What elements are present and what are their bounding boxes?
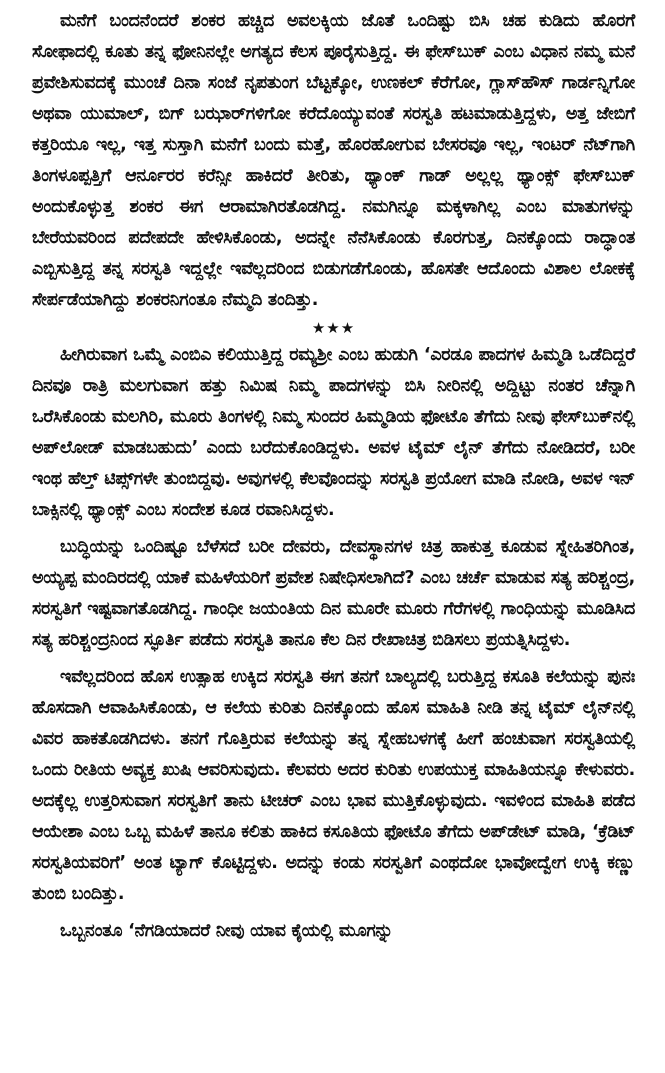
paragraph-5: ಒಬ್ಬನಂತೂ ‘ನೆಗಡಿಯಾದರೆ ನೀವು ಯಾವ ಕೈಯಲ್ಲಿ ಮೂಗನ್ನು: [60, 921, 393, 941]
paragraph-4: ಇವೆಲ್ಲದರಿಂದ ಹೊಸ ಉತ್ಸಾಹ ಉಕ್ಕಿದ ಸರಸ್ವತಿ ಈಗ ತನಗೆ ಬಾಲ್ಯದಲ್ಲಿ ಬರುತ್ತಿದ್ದ ಕಸೂತಿ ಕಲೆಯನ್ನು ಪುನಃ ಹೊಸದಾಗಿ ಆವಾಹಿಸಿಕೊಂಡು, ಆ ಕಲೆಯ ಕುರಿತು ದಿನಕ್ಕೊಂದು ಹೊಸ ಮಾಹಿತಿ ನೀಡಿ ತನ್ನ ಟೈಮ್ ಲೈನ್‌ನಲ್ಲಿ ವಿವರ ಹಾಕತೊಡಗಿದಳು. ತನಗೆ ಗೊತ್ತಿರುವ ಕಲೆಯನ್ನು ತನ್ನ ಸ್ನೇಹಬಳಗಕ್ಕೆ ಹೀಗೆ ಹಂಚುವಾಗ ಸರಸ್ವತಿಯಲ್ಲಿ ಒಂದು ರೀತಿಯ ಅವ್ಯಕ್ತ ಖುಷಿ ಆವರಿಸುವುದು. ಕೆಲವರು ಅದರ ಕುರಿತು ಉಪಯುಕ್ತ ಮಾಹಿತಿಯನ್ನೂ ಕೇಳುವರು. ಅದಕ್ಕೆಲ್ಲ ಉತ್ತರಿಸುವಾಗ ಸರಸ್ವತಿಗೆ ತಾನು ಟೀಚರ್ ಎಂಬ ಭಾವ ಮುತ್ತಿಕೊಳ್ಳುವುದು. ಇವಳಿಂದ ಮಾಹಿತಿ ಪಡೆದ ಆಯೇಶಾ ಎಂಬ ಒಬ್ಬ ಮಹಿಳೆ ತಾನೂ ಕಲಿತು ಹಾಕಿದ ಕಸೂತಿಯ ಫೋಟೊ ತೆಗೆದು ಅಪ್‌ಡೇಟ್ ಮಾಡಿ, ‘ಕ್ರೆಡಿಟ್ ಸರಸ್ವತಿಯವರಿಗೆ’ ಅಂತ ಟ್ಯಾಗ್ ಕೊಟ್ಟಿದ್ದಳು. ಅದನ್ನು ಕಂಡು ಸರಸ್ವತಿಗೆ ಎಂಥದೋ ಭಾವೋದ್ವೇಗ ಉಕ್ಕಿ ಕಣ್ಣು ತುಂಬಿ ಬಂದಿತ್ತು.: [32, 667, 635, 904]
section-separator: ★★★: [311, 319, 356, 337]
paragraph-1: ಮನೆಗೆ ಬಂದನೆಂದರೆ ಶಂಕರ ಹಚ್ಚಿದ ಅವಲಕ್ಕಿಯ ಜೊತೆ ಒಂದಿಷ್ಟು ಬಿಸಿ ಚಹ ಕುಡಿದು ಹೊರಗೆ ಸೋಫಾದಲ್ಲಿ ಕೂತು ತನ್ನ ಫೋನಿನಲ್ಲೇ ಅಗತ್ಯದ ಕೆಲಸ ಪೂರೈಸುತ್ತಿದ್ದ. ಈ ಫೇಸ್‌ಬುಕ್ ಎಂಬ ವಿಧಾನ ನಮ್ಮ ಮನೆ ಪ್ರವೇಶಿಸುವದಕ್ಕೆ ಮುಂಚೆ ದಿನಾ ಸಂಜೆ ನೃಪತುಂಗ ಬೆಟ್ಟಕ್ಕೋ, ಉಣಕಲ್ ಕೆರೆಗೋ, ಗ್ಲಾಸ್‌ಹೌಸ್ ಗಾರ್ಡನ್ನಿಗೋ ಅಥವಾ ಯುಮಾಲ್, ಬಿಗ್ ಬಝಾರ್‌ಗಳಿಗೋ ಕರೆದೊಯ್ಯುವಂತೆ ಸರಸ್ವತಿ ಹಟಮಾಡುತ್ತಿದ್ದಳು, ಅತ್ತ ಜೇಬಿಗೆ ಕತ್ತರಿಯೂ ಇಲ್ಲ, ಇತ್ತ ಸುಸ್ತಾಗಿ ಮನೆಗೆ ಬಂದು ಮತ್ತೆ, ಹೊರಹೋಗುವ ಬೇಸರವೂ ಇಲ್ಲ, ಇಂಟರ್ ನೆಟ್‌ಗಾಗಿ ತಿಂಗಳೂಪ್ಪತ್ತಿಗೆ ಆರ್ನೂರರ ಕರೆನ್ಸೀ ಹಾಕಿದರೆ ತೀರಿತು, ಥ್ಯಾಂಕ್ ಗಾಡ್ ಅಲ್ಲಲ್ಲ ಥ್ಯಾಂಕ್ಸ್ ಫೇಸ್‌ಬುಕ್ ಅಂದುಕೊಳ್ಳುತ್ತ ಶಂಕರ ಈಗ ಆರಾಮಾಗಿರತೊಡಗಿದ್ದ. ನಮಗಿನ್ನೂ ಮಕ್ಕಳಾಗಿಲ್ಲ ಎಂಬ ಮಾತುಗಳನ್ನು ಬೇರೆಯವರಿಂದ ಪದೇಪದೇ ಹೇಳಿಸಿಕೊಂಡು, ಅದನ್ನೇ ನೆನೆಸಿಕೊಂಡು ಕೊರಗುತ್ತ, ದಿನಕ್ಕೊಂದು ರಾದ್ಧಾಂತ ಎಬ್ಬಿಸುತ್ತಿದ್ದ ತನ್ನ ಸರಸ್ವತಿ ಇದ್ದಲ್ಲೇ ಇವೆಲ್ಲದರಿಂದ ಬಿಡುಗಡೆಗೊಂಡು, ಹೊಸತೇ ಆದೊಂದು ವಿಶಾಲ ಲೋಕಕ್ಕೆ ಸೇರ್ಪಡೆಯಾಗಿದ್ದು ಶಂಕರನಿಗಂತೂ ನೆಮ್ಮದಿ ತಂದಿತ್ತು.: [32, 11, 635, 310]
paragraph-3: ಬುದ್ಧಿಯನ್ನು ಒಂದಿಷ್ಟೂ ಬೆಳೆಸದೆ ಬರೀ ದೇವರು, ದೇವಸ್ಥಾನಗಳ ಚಿತ್ರ ಹಾಕುತ್ತ ಕೂಡುವ ಸ್ನೇಹಿತರಿಗಿಂತ, ಅಯ್ಯಪ್ಪ ಮಂದಿರದಲ್ಲಿ ಯಾಕೆ ಮಹಿಳೆಯರಿಗೆ ಪ್ರವೇಶ ನಿಷೇಧಿಸಲಾಗಿದೆ? ಎಂಬ ಚರ್ಚೆ ಮಾಡುವ ಸತ್ಯ ಹರಿಶ್ಚಂದ್ರ, ಸರಸ್ವತಿಗೆ ಇಷ್ಟವಾಗತೊಡಗಿದ್ದ. ಗಾಂಧೀ ಜಯಂತಿಯ ದಿನ ಮೂರೇ ಮೂರು ಗೆರೆಗಳಲ್ಲಿ ಗಾಂಧಿಯನ್ನು ಮೂಡಿಸಿದ ಸತ್ಯ ಹರಿಶ್ಚಂದ್ರನಿಂದ ಸ್ಫೂರ್ತಿ ಪಡೆದು ಸರಸ್ವತಿ ತಾನೂ ಕೆಲ ದಿನ ರೇಖಾಚಿತ್ರ ಬಿಡಿಸಲು ಪ್ರಯತ್ನಿಸಿದ್ದಳು.: [32, 537, 635, 650]
paragraph-2: ಹೀಗಿರುವಾಗ ಒಮ್ಮೆ ಎಂಬಿಎ ಕಲಿಯುತ್ತಿದ್ದ ರಮ್ಯಶ್ರೀ ಎಂಬ ಹುಡುಗಿ ‘ಎರಡೂ ಪಾದಗಳ ಹಿಮ್ಮಡಿ ಒಡೆದಿದ್ದರೆ ದಿನವೂ ರಾತ್ರಿ ಮಲಗುವಾಗ ಹತ್ತು ನಿಮಿಷ ನಿಮ್ಮ ಪಾದಗಳನ್ನು ಬಿಸಿ ನೀರಿನಲ್ಲಿ ಅದ್ದಿಟ್ಟು ನಂತರ ಚೆನ್ನಾಗಿ ಒರೆಸಿಕೊಂಡು ಮಲಗಿರಿ, ಮೂರು ತಿಂಗಳಲ್ಲಿ ನಿಮ್ಮ ಸುಂದರ ಹಿಮ್ಮಡಿಯ ಫೋಟೊ ತೆಗೆದು ನೀವು ಫೇಸ್‌ಬುಕ್‌ನಲ್ಲಿ ಅಪ್‌ಲೋಡ್ ಮಾಡಬಹುದು’ ಎಂದು ಬರೆದುಕೊಂಡಿದ್ದಳು. ಅವಳ ಟೈಮ್ ಲೈನ್ ತೆಗೆದು ನೋಡಿದರೆ, ಬರೀ ಇಂಥ ಹೆಲ್ತ್ ಟಿಪ್ಸ್‌ಗಳೇ ತುಂಬಿದ್ದವು. ಅವುಗಳಲ್ಲಿ ಕೆಲವೊಂದನ್ನು ಸರಸ್ವತಿ ಪ್ರಯೋಗ ಮಾಡಿ ನೋಡಿ, ಅವಳ ಇನ್ ಬಾಕ್ಸಿನಲ್ಲಿ ಥ್ಯಾಂಕ್ಸ್ ಎಂಬ ಸಂದೇಶ ಕೂಡ ರವಾನಿಸಿದ್ದಳು.: [32, 345, 635, 520]
